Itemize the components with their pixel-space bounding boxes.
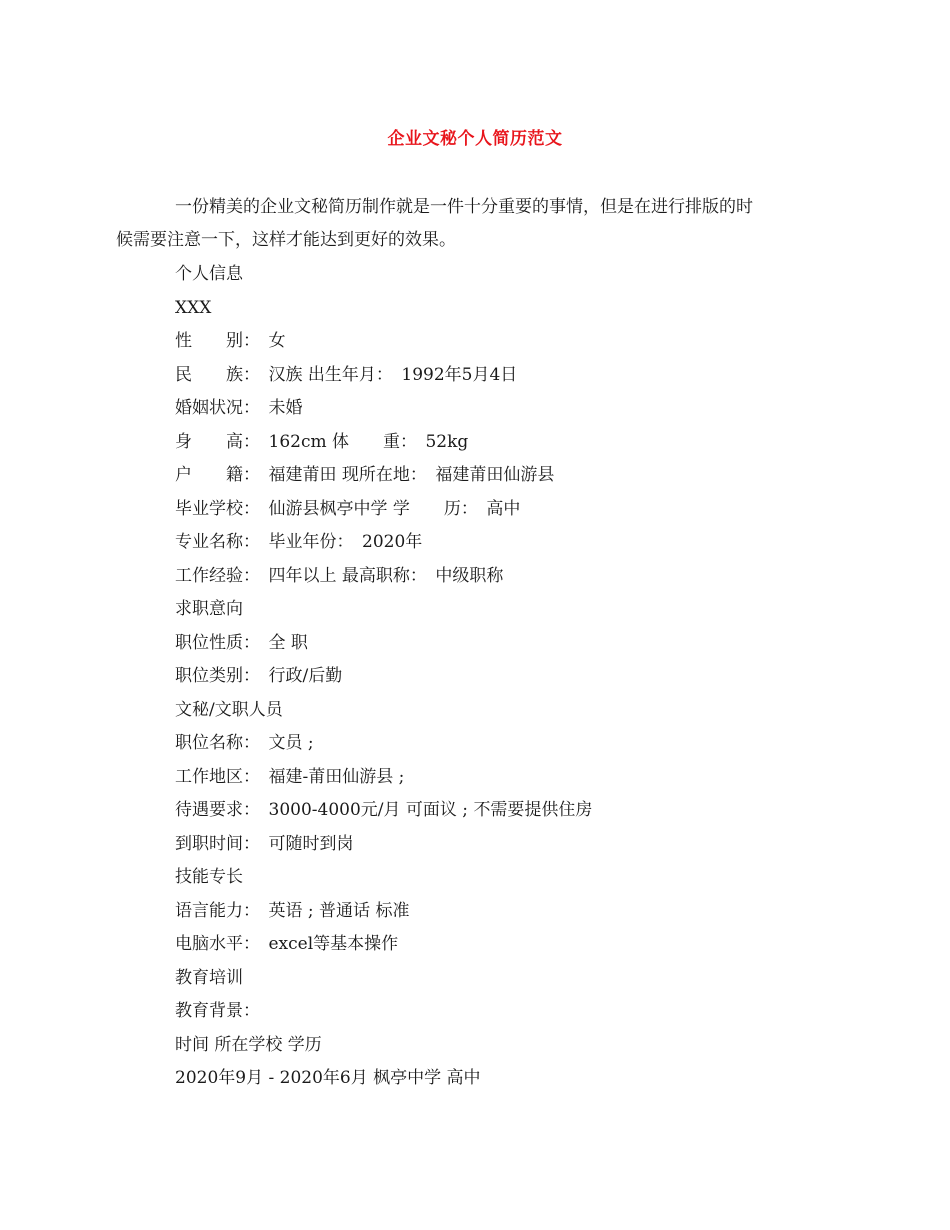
intro-paragraph bbox=[116, 191, 815, 257]
job-category-continued-line: 文秘/文职人员 bbox=[175, 699, 283, 720]
language-line: 语言能力： 英语 ; 普通话 标准 bbox=[175, 900, 410, 921]
major-graduation-line: 专业名称： 毕业年份： 2020年 bbox=[175, 532, 423, 552]
computer-skill-line: 电脑水平： excel等基本操作 bbox=[175, 934, 399, 954]
salary-line: 待遇要求： 3000-4000元/月 可面议 ; 不需要提供住房 bbox=[175, 800, 593, 820]
start-time-line: 到职时间： 可随时到岗 bbox=[175, 833, 354, 854]
intro-line-1: 一份精美的企业文秘简历制作就是一件十分重要的事情，但是在进行排版的时 bbox=[175, 197, 753, 217]
job-nature-line: 职位性质： 全 职 bbox=[175, 632, 308, 653]
section-heading-skills: 技能专长 bbox=[175, 867, 243, 887]
job-title-line: 职位名称： 文员 ; bbox=[175, 733, 314, 753]
marital-status-line: 婚姻状况： 未婚 bbox=[175, 398, 303, 418]
ethnicity-birthdate-line: 民 族： 汉族 出生年月： 1992年5月4日 bbox=[175, 364, 518, 385]
height-weight-line: 身 高： 162cm 体 重： 52kg bbox=[175, 431, 469, 452]
education-background-line: 教育背景： bbox=[175, 1001, 260, 1021]
school-education-line: 毕业学校： 仙游县枫亭中学 学 历： 高中 bbox=[175, 498, 521, 519]
document-title: 企业文秘个人简历范文 bbox=[387, 129, 563, 149]
section-heading-education: 教育培训 bbox=[175, 967, 243, 988]
section-heading-job-intention: 求职意向 bbox=[175, 599, 243, 619]
hometown-location-line: 户 籍： 福建莆田 现所在地： 福建莆田仙游县 bbox=[175, 465, 555, 485]
job-category-line: 职位类别： 行政/后勤 bbox=[175, 666, 343, 686]
experience-title-line: 工作经验： 四年以上 最高职称： 中级职称 bbox=[175, 565, 504, 586]
gender-line: 性 别： 女 bbox=[175, 331, 286, 351]
section-heading-personal-info: 个人信息 bbox=[175, 264, 243, 284]
name-line: XXX bbox=[175, 297, 212, 318]
education-table-header: 时间 所在学校 学历 bbox=[175, 1034, 322, 1055]
intro-line-2: 候需要注意一下，这样才能达到更好的效果。 bbox=[116, 230, 456, 250]
work-area-line: 工作地区： 福建-莆田仙游县 ; bbox=[175, 766, 405, 787]
resume-lines bbox=[175, 258, 835, 1096]
education-table-row: 2020年9月 - 2020年6月 枫亭中学 高中 bbox=[175, 1068, 481, 1088]
